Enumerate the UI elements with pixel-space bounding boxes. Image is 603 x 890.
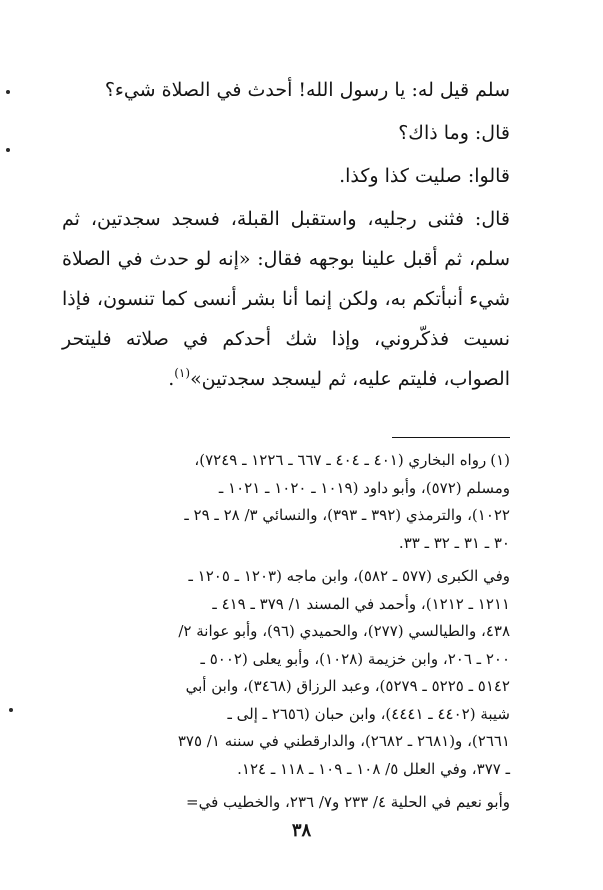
footnote-line: ـ ٣٧٧، وفي العلل ٥/ ١٠٨ ـ ١٠٩ ـ ١١٨ ـ ١٢٤. [237,759,510,778]
paragraph-4-tail: . [168,368,175,390]
scan-speck [9,708,13,712]
paragraph-3: قالوا: صليت كذا وكذا. [339,165,510,187]
footnote-line: ٤٣٨، والطيالسي (٢٧٧)، والحميدي (٩٦)، وأبو عوانة ٢/ [178,622,510,640]
footnote-line: ١٢١١ ـ ١٢١٢)، وأحمد في المسند ١/ ٣٧٩ ـ ٤١٩ ـ [212,594,510,613]
footnote-block-1 [62,447,510,557]
footnote-line: وأبو نعيم في الحلية ٤/ ٢٣٣ و٧/ ٢٣٦، والخطيب في= [186,793,510,811]
main-text [62,70,510,402]
footnote-line: ومسلم (٥٧٢)، وأبو داود (١٠١٩ ـ ١٠٢٠ ـ ١٠٢١ ـ [218,478,510,497]
footnotes [62,447,510,823]
footnote-line: ٢٠٠ ـ ٢٠٦، وابن خزيمة (١٠٢٨)، وأبو يعلى (٥٠٠٢ ـ [200,649,510,668]
scan-speck [6,148,10,152]
page-number: ٣٨ [291,820,312,841]
footnote-block-2 [62,563,510,783]
footnote-line: شيبة (٤٤٠٢ ـ ٤٤٤١)، وابن حبان (٢٦٥٦ ـ إلى ـ [227,704,510,723]
paragraph-4-text: قال: فثنى رجليه، واستقبل القبلة، فسجد سجدتين، ثم سلم، ثم أقبل علينا بوجهه فقال: «إنه لو حدث في الصلاة شيء أنبأتكم به، ولكن إنما أنا بشر أنسى كما تنسون، فإذا نسيت فذكّروني، وإذا شك أحدكم في صلاته فليتحر الصواب، فليتم عليه، ثم ليسجد سجدتين» [62,208,510,390]
paragraph-4 [62,199,510,399]
footnote-marker: (١) [490,451,510,469]
footnote-line: ٣٠ ـ ٣١ ـ ٣٢ ـ ٣٣. [398,533,510,552]
paragraph-2: قال: وما ذاك؟ [398,122,510,144]
footnote-line: ١٠٢٢)، والترمذي (٣٩٢ ـ ٣٩٣)، والنسائي ٣/ ٢٨ ـ ٢٩ ـ [184,506,510,524]
paragraph-1: سلم قيل له: يا رسول الله! أحدث في الصلاة شيء؟ [104,79,510,101]
footnote-line: ٥١٤٢ ـ ٥٢٢٥ ـ ٥٢٧٩)، وعبد الرزاق (٣٤٦٨)، وابن أبي [185,677,510,695]
footnote-separator [392,437,510,438]
footnote-line: وفي الكبرى (٥٧٧ ـ ٥٨٢)، وابن ماجه (١٢٠٣ ـ ١٢٠٥ ـ [188,567,510,585]
footnote-line: (١)رواه البخاري (٤٠١ ـ ٤٠٤ ـ ٦٦٧ ـ ١٢٢٦ ـ ٧٢٤٩)، [194,451,510,469]
scan-speck [6,90,10,94]
footnote-block-3 [62,789,510,817]
footnote-line: ٢٦٦١)، و(٢٦٨١ ـ ٢٦٨٢)، والدارقطني في سننه ١/ ٣٧٥ [177,732,510,750]
footnote-reference[interactable]: (١) [174,366,191,380]
